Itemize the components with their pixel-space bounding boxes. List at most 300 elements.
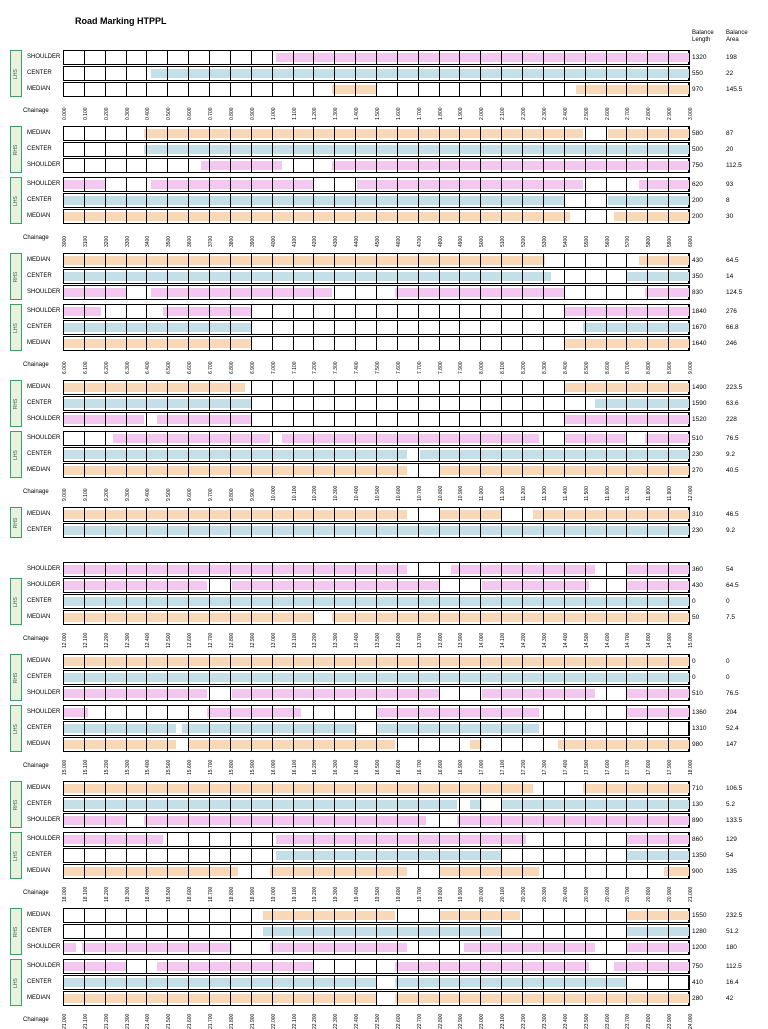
grid-line xyxy=(63,991,64,1006)
chainage-tick: 9.700 xyxy=(208,488,215,501)
grid-line xyxy=(459,686,460,701)
chainage-tick: 18.600 xyxy=(187,886,194,902)
grid-line xyxy=(272,797,273,812)
grid-line xyxy=(334,320,335,335)
grid-line xyxy=(668,431,669,446)
grid-line xyxy=(397,594,398,609)
grid-line xyxy=(272,781,273,796)
grid-line xyxy=(167,686,168,701)
side-label: LHS xyxy=(13,322,19,333)
grid-line xyxy=(272,50,273,65)
grid-line xyxy=(564,431,565,446)
grid-line xyxy=(522,578,523,593)
grid-line xyxy=(188,737,189,752)
grid-line xyxy=(689,686,690,701)
grid-line xyxy=(543,594,544,609)
grid-line xyxy=(63,813,64,828)
grid-line xyxy=(188,908,189,923)
grid-line xyxy=(480,82,481,97)
grid-line xyxy=(480,209,481,224)
grid-line xyxy=(480,158,481,173)
chainage-tick: 17.200 xyxy=(521,759,528,775)
side-label: RHS xyxy=(13,398,19,409)
chainage-tick: 6.000 xyxy=(62,361,68,374)
grid-line xyxy=(543,126,544,141)
grid-line xyxy=(647,797,648,812)
grid-line xyxy=(543,336,544,351)
chainage-tick: 8.500 xyxy=(583,361,590,374)
grid-line xyxy=(501,686,502,701)
chainage-tick: 10.900 xyxy=(458,485,465,501)
grid-line xyxy=(668,562,669,577)
center-marking-bar xyxy=(376,724,539,733)
chainage-tick: 14.900 xyxy=(667,632,674,648)
grid-line xyxy=(689,813,690,828)
grid-line xyxy=(188,705,189,720)
grid-line xyxy=(606,269,607,284)
grid-line xyxy=(626,396,627,411)
grid-line xyxy=(63,396,64,411)
chainage-tick: 9.000 xyxy=(688,361,694,374)
grid-line xyxy=(418,523,419,538)
grid-line xyxy=(146,523,147,538)
grid-line xyxy=(501,721,502,736)
grid-line xyxy=(376,654,377,669)
balance-area-value: 66.8 xyxy=(726,324,739,331)
grid-line xyxy=(126,126,127,141)
grid-line xyxy=(126,959,127,974)
grid-line xyxy=(126,336,127,351)
grid-line xyxy=(230,320,231,335)
grid-line xyxy=(313,66,314,81)
grid-line xyxy=(543,158,544,173)
grid-line xyxy=(501,813,502,828)
grid-line xyxy=(251,269,252,284)
grid-line xyxy=(209,126,210,141)
grid-line xyxy=(564,705,565,720)
chainage-tick: 16.900 xyxy=(458,759,465,775)
grid-line xyxy=(689,654,690,669)
grid-line xyxy=(126,737,127,752)
grid-line xyxy=(251,304,252,319)
grid-line xyxy=(626,797,627,812)
grid-line xyxy=(84,66,85,81)
grid-line xyxy=(522,705,523,720)
grid-line xyxy=(647,126,648,141)
chainage-tick: 10.500 xyxy=(375,485,381,501)
grid-line xyxy=(439,336,440,351)
grid-line xyxy=(188,320,189,335)
chainage-tick: 14.400 xyxy=(562,632,569,648)
grid-line xyxy=(459,412,460,427)
shoulder-row-label: SHOULDER xyxy=(27,162,61,168)
grid-line xyxy=(167,412,168,427)
grid-line xyxy=(459,269,460,284)
grid-line xyxy=(251,848,252,863)
grid-line xyxy=(84,193,85,208)
grid-line xyxy=(543,396,544,411)
grid-line xyxy=(293,813,294,828)
chainage-tick: 18.500 xyxy=(166,886,173,902)
shoulder-marking-bar xyxy=(626,689,689,698)
center-row-label: CENTER xyxy=(27,324,52,330)
shoulder-marking-bar xyxy=(332,161,689,170)
chainage-tick: 20.900 xyxy=(667,886,674,902)
grid-line xyxy=(397,924,398,939)
grid-line xyxy=(334,431,335,446)
grid-line xyxy=(397,285,398,300)
grid-line xyxy=(230,142,231,157)
grid-line xyxy=(272,158,273,173)
grid-line xyxy=(668,686,669,701)
grid-line xyxy=(501,610,502,625)
chainage-tick: 19.600 xyxy=(395,886,402,902)
balance-length-value: 410 xyxy=(692,979,703,986)
side-label: RHS xyxy=(13,271,19,282)
grid-line xyxy=(63,304,64,319)
grid-line xyxy=(188,304,189,319)
chainage-tick: 17.000 xyxy=(479,759,486,775)
grid-line xyxy=(564,975,565,990)
shoulder-marking-bar xyxy=(464,943,595,952)
grid-line xyxy=(313,253,314,268)
grid-line xyxy=(146,610,147,625)
grid-line xyxy=(272,380,273,395)
chainage-tick: 12.000 xyxy=(688,485,694,501)
shoulder-row-label: SHOULDER xyxy=(27,944,61,950)
grid-line xyxy=(397,864,398,879)
grid-line xyxy=(647,507,648,522)
grid-line xyxy=(313,396,314,411)
grid-line xyxy=(668,864,669,879)
grid-line xyxy=(543,142,544,157)
grid-line xyxy=(230,594,231,609)
grid-line xyxy=(376,269,377,284)
chainage-tick: 19.700 xyxy=(416,886,423,902)
grid-line xyxy=(209,594,210,609)
chainage-tick: 21.400 xyxy=(145,1013,152,1029)
grid-line xyxy=(209,686,210,701)
grid-line xyxy=(501,578,502,593)
chainage-tick: 4000 xyxy=(270,235,277,247)
grid-line xyxy=(167,562,168,577)
grid-line xyxy=(251,721,252,736)
grid-line xyxy=(480,126,481,141)
grid-line xyxy=(626,209,627,224)
shoulder-row-label: SHOULDER xyxy=(27,817,61,823)
shoulder-row-label: SHOULDER xyxy=(27,836,61,842)
chainage-tick: 20.000 xyxy=(479,886,486,902)
grid-line xyxy=(293,209,294,224)
median-marking-bar xyxy=(63,784,533,793)
grid-line xyxy=(522,975,523,990)
grid-line xyxy=(334,940,335,955)
grid-line xyxy=(522,50,523,65)
grid-line xyxy=(501,82,502,97)
grid-line xyxy=(126,412,127,427)
chainage-tick: 19.300 xyxy=(333,886,340,902)
grid-line xyxy=(376,320,377,335)
grid-line xyxy=(146,594,147,609)
grid-line xyxy=(313,686,314,701)
grid-line xyxy=(585,126,586,141)
grid-line xyxy=(146,813,147,828)
grid-line xyxy=(126,924,127,939)
grid-line xyxy=(334,975,335,990)
grid-line xyxy=(626,864,627,879)
grid-line xyxy=(313,523,314,538)
grid-line xyxy=(585,463,586,478)
grid-line xyxy=(647,813,648,828)
grid-line xyxy=(188,463,189,478)
grid-line xyxy=(459,959,460,974)
grid-line xyxy=(689,396,690,411)
balance-length-value: 750 xyxy=(692,963,703,970)
grid-line xyxy=(501,594,502,609)
grid-line xyxy=(522,380,523,395)
grid-line xyxy=(647,253,648,268)
grid-line xyxy=(209,908,210,923)
grid-line xyxy=(418,848,419,863)
chainage-tick: 12.900 xyxy=(249,632,256,648)
grid-line xyxy=(459,193,460,208)
grid-line xyxy=(84,269,85,284)
grid-line xyxy=(459,721,460,736)
grid-line xyxy=(501,864,502,879)
grid-line xyxy=(376,991,377,1006)
grid-line xyxy=(564,507,565,522)
center-marking-bar xyxy=(63,272,551,281)
shoulder-marking-bar xyxy=(645,288,689,297)
grid-line xyxy=(668,797,669,812)
grid-line xyxy=(459,705,460,720)
balance-length-value: 1590 xyxy=(692,400,707,407)
grid-line xyxy=(522,924,523,939)
grid-line xyxy=(689,959,690,974)
grid-line xyxy=(689,908,690,923)
grid-line xyxy=(689,975,690,990)
grid-line xyxy=(647,336,648,351)
grid-line xyxy=(564,813,565,828)
center-marking-bar xyxy=(608,196,689,205)
grid-line xyxy=(397,142,398,157)
side-label: LHS xyxy=(13,977,19,988)
grid-line xyxy=(501,670,502,685)
side-label: RHS xyxy=(13,672,19,683)
grid-line xyxy=(230,959,231,974)
chainage-tick: 0.700 xyxy=(208,107,215,120)
grid-line xyxy=(334,463,335,478)
grid-line xyxy=(126,991,127,1006)
grid-line xyxy=(293,177,294,192)
grid-line xyxy=(668,209,669,224)
grid-line xyxy=(543,50,544,65)
grid-line xyxy=(418,959,419,974)
grid-line xyxy=(522,412,523,427)
balance-area-value: 52.4 xyxy=(726,725,739,732)
grid-line xyxy=(501,126,502,141)
grid-line xyxy=(126,396,127,411)
side-label: LHS xyxy=(13,68,19,79)
grid-line xyxy=(209,158,210,173)
grid-line xyxy=(397,975,398,990)
grid-line xyxy=(167,66,168,81)
grid-line xyxy=(501,396,502,411)
grid-line xyxy=(188,832,189,847)
lhs-side-marker xyxy=(10,431,22,478)
grid-line xyxy=(543,864,544,879)
grid-line xyxy=(105,142,106,157)
grid-line xyxy=(188,959,189,974)
shoulder-marking-bar xyxy=(151,180,314,189)
balance-area-value: 54 xyxy=(726,852,734,859)
grid-line xyxy=(376,431,377,446)
grid-line xyxy=(209,797,210,812)
median-marking-bar xyxy=(144,129,582,138)
grid-line xyxy=(272,705,273,720)
grid-line xyxy=(564,940,565,955)
grid-line xyxy=(63,705,64,720)
chainage-label: Chainage xyxy=(23,1017,49,1023)
grid-line xyxy=(376,380,377,395)
center-row-label: CENTER xyxy=(27,725,52,731)
grid-line xyxy=(105,654,106,669)
grid-line xyxy=(606,959,607,974)
balance-area-value: 64.5 xyxy=(726,582,739,589)
grid-line xyxy=(501,848,502,863)
grid-line xyxy=(355,304,356,319)
balance-length-value: 510 xyxy=(692,690,703,697)
grid-line xyxy=(564,253,565,268)
grid-line xyxy=(397,813,398,828)
grid-line xyxy=(146,975,147,990)
grid-line xyxy=(626,686,627,701)
chainage-tick: 20.700 xyxy=(625,886,632,902)
grid-line xyxy=(167,380,168,395)
grid-line xyxy=(293,610,294,625)
grid-line xyxy=(459,431,460,446)
grid-line xyxy=(230,380,231,395)
grid-line xyxy=(355,126,356,141)
grid-line xyxy=(230,50,231,65)
grid-line xyxy=(418,158,419,173)
grid-line xyxy=(105,940,106,955)
balance-area-value: 135 xyxy=(726,868,737,875)
chainage-tick: 2.500 xyxy=(583,107,590,120)
chainage-tick: 7.100 xyxy=(291,361,298,374)
grid-line xyxy=(606,523,607,538)
grid-line xyxy=(355,50,356,65)
grid-line xyxy=(439,431,440,446)
shoulder-marking-bar xyxy=(63,962,126,971)
grid-line xyxy=(251,158,252,173)
grid-line xyxy=(334,380,335,395)
grid-line xyxy=(167,864,168,879)
grid-line xyxy=(564,50,565,65)
chainage-tick: 18.200 xyxy=(103,886,110,902)
grid-line xyxy=(272,269,273,284)
grid-line xyxy=(501,142,502,157)
grid-line xyxy=(626,177,627,192)
grid-line xyxy=(647,562,648,577)
grid-line xyxy=(167,523,168,538)
chainage-tick: 21.800 xyxy=(228,1013,235,1029)
median-row-label: MEDIAN xyxy=(27,614,51,620)
grid-line xyxy=(230,670,231,685)
grid-line xyxy=(668,721,669,736)
grid-line xyxy=(146,253,147,268)
grid-line xyxy=(167,285,168,300)
grid-line xyxy=(188,523,189,538)
grid-line xyxy=(606,848,607,863)
grid-line xyxy=(480,447,481,462)
grid-line xyxy=(146,82,147,97)
grid-line xyxy=(439,975,440,990)
chainage-tick: 1.500 xyxy=(375,107,381,120)
chainage-tick: 3600 xyxy=(187,235,194,247)
grid-line xyxy=(397,654,398,669)
shoulder-marking-bar xyxy=(144,816,426,825)
grid-line xyxy=(480,269,481,284)
grid-line xyxy=(209,177,210,192)
balance-length-value: 750 xyxy=(692,162,703,169)
grid-line xyxy=(626,285,627,300)
grid-line xyxy=(689,380,690,395)
grid-line xyxy=(585,610,586,625)
grid-line xyxy=(397,610,398,625)
grid-line xyxy=(126,142,127,157)
grid-line xyxy=(313,320,314,335)
grid-line xyxy=(209,813,210,828)
grid-line xyxy=(522,336,523,351)
grid-line xyxy=(397,721,398,736)
grid-line xyxy=(606,864,607,879)
grid-line xyxy=(126,66,127,81)
side-label: LHS xyxy=(13,723,19,734)
grid-line xyxy=(126,523,127,538)
grid-line xyxy=(146,209,147,224)
grid-line xyxy=(355,908,356,923)
chainage-tick: 5700 xyxy=(625,235,632,247)
grid-line xyxy=(459,336,460,351)
grid-line xyxy=(397,304,398,319)
shoulder-row-label: SHOULDER xyxy=(27,582,61,588)
grid-line xyxy=(543,686,544,701)
grid-line xyxy=(647,304,648,319)
grid-line xyxy=(272,523,273,538)
chainage-tick: 17.100 xyxy=(500,759,507,775)
balance-area-value: 76.5 xyxy=(726,435,739,442)
grid-line xyxy=(689,177,690,192)
grid-line xyxy=(313,336,314,351)
grid-line xyxy=(606,686,607,701)
grid-line xyxy=(313,737,314,752)
median-row-label: MEDIAN xyxy=(27,995,51,1001)
grid-line xyxy=(146,463,147,478)
grid-line xyxy=(167,396,168,411)
grid-line xyxy=(480,285,481,300)
rhs-side-marker xyxy=(10,781,22,828)
grid-line xyxy=(84,507,85,522)
grid-line xyxy=(272,66,273,81)
center-row-label: CENTER xyxy=(27,674,52,680)
chainage-tick: 2.200 xyxy=(521,107,528,120)
grid-line xyxy=(376,797,377,812)
grid-line xyxy=(105,447,106,462)
grid-line xyxy=(167,463,168,478)
chainage-tick: 17.700 xyxy=(625,759,632,775)
grid-line xyxy=(230,209,231,224)
